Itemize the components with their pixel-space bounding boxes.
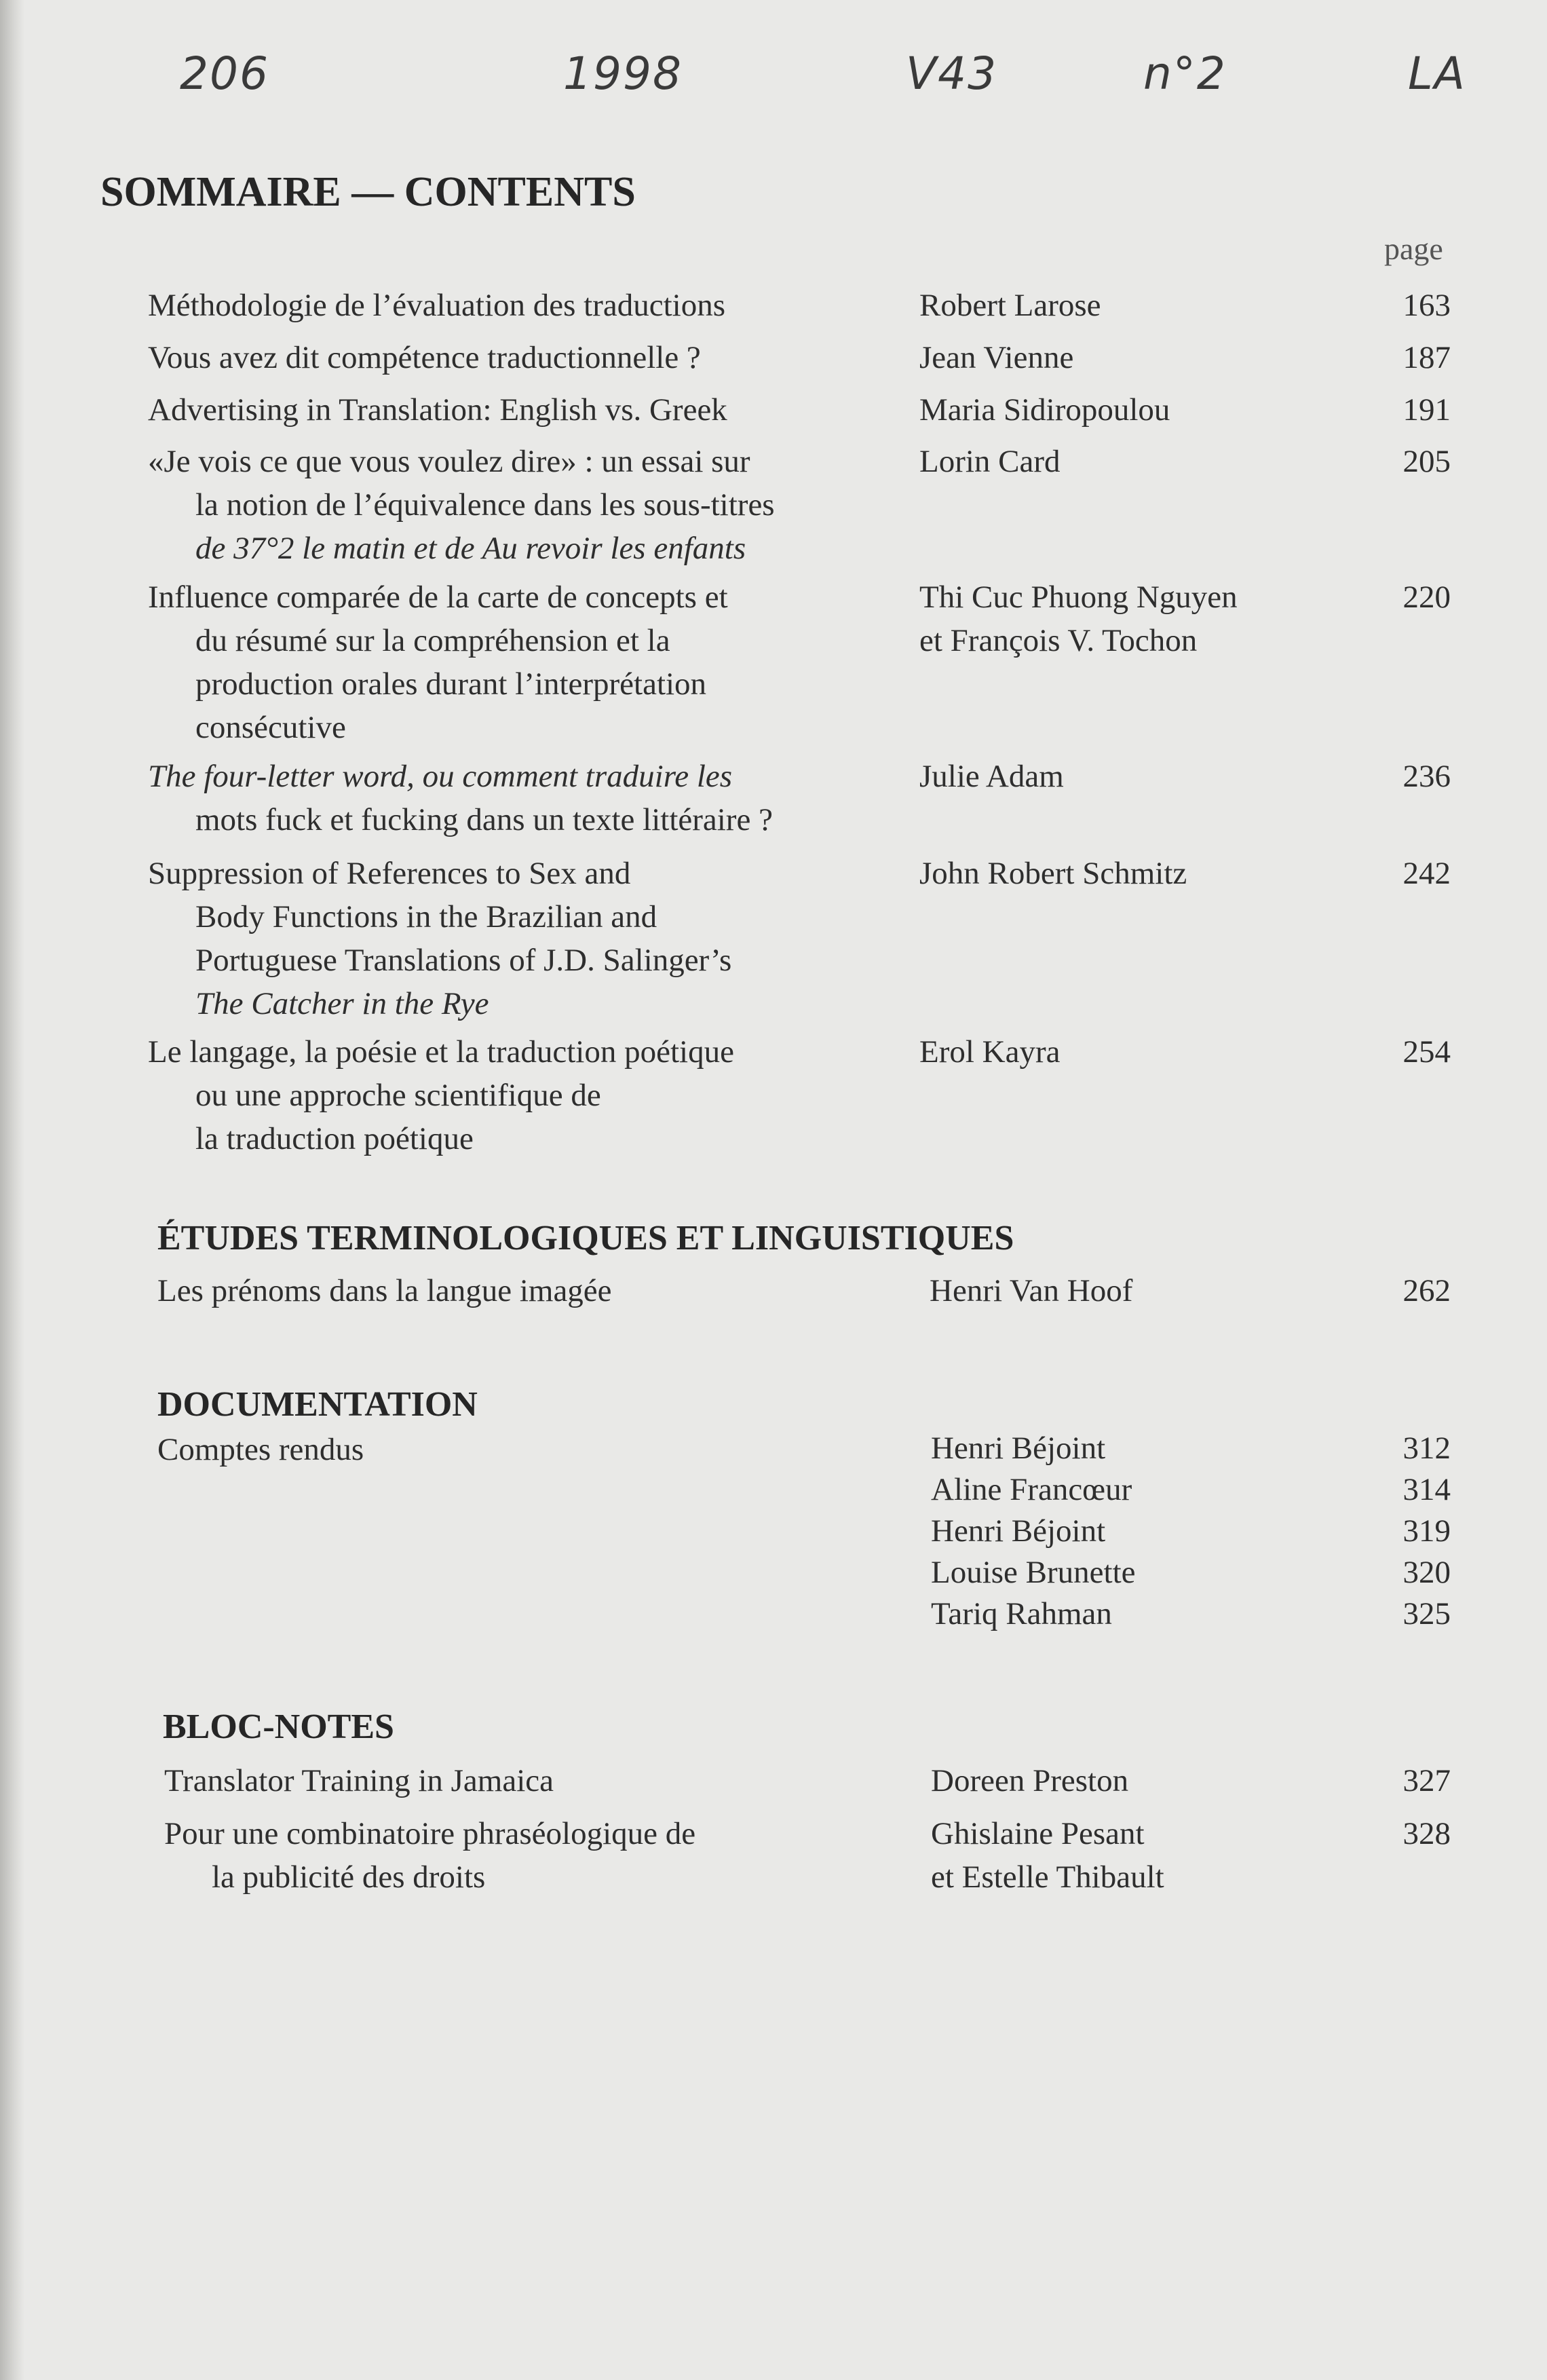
entry-title-line: The four-letter word, ou comment traduire les (148, 759, 733, 794)
entry-page-number: 187 (1402, 340, 1451, 375)
entry-author (931, 1812, 1311, 1899)
entry-title-line: The Catcher in the Rye (195, 986, 489, 1021)
entry-author (930, 1269, 1310, 1312)
entry-title (148, 755, 887, 842)
entry-title-line: Pour une combinatoire phraséologique de (164, 1816, 696, 1851)
entry-page-number: 220 (1402, 580, 1451, 615)
entry-author-line: Julie Adam (919, 759, 1064, 794)
entry-author (919, 755, 1299, 798)
entry-author (919, 1030, 1299, 1074)
entry-title (148, 440, 887, 570)
entry-page-number: 262 (1402, 1273, 1451, 1308)
entry-author-line: Robert Larose (919, 288, 1101, 323)
handwritten-year: 1998 (563, 48, 683, 100)
entry-title-line: Le langage, la poésie et la traduction poétique (148, 1034, 734, 1070)
page-binding-shadow (0, 0, 24, 2380)
handwritten-volume: V43 (906, 48, 998, 100)
entry-author-line: Lorin Card (919, 444, 1061, 479)
entry-author-line: Henri Béjoint (931, 1513, 1106, 1549)
entry-title-line: ou une approche scientifique de (195, 1078, 601, 1113)
entry-title-line: Vous avez dit compétence traductionnelle ? (148, 340, 701, 375)
section-heading-bloc-notes: BLOC-NOTES (163, 1707, 394, 1746)
entry-title-line: Influence comparée de la carte de concepts et (148, 580, 728, 615)
entry-title (164, 1759, 904, 1802)
entry-title (148, 1030, 887, 1160)
entry-title (148, 388, 887, 432)
entry-title-line: du résumé sur la compréhension et la (195, 623, 670, 658)
entry-title-line: Advertising in Translation: English vs. Greek (148, 392, 727, 428)
entry-author-line: Aline Francœur (931, 1472, 1132, 1507)
entry-title (148, 284, 887, 327)
entry-page-number: 163 (1402, 288, 1451, 323)
entry-title-line: Portuguese Translations of J.D. Salinger’s (195, 943, 732, 978)
entry-author (919, 284, 1299, 327)
entry-page-number: 327 (1402, 1763, 1451, 1798)
entry-title-line: Body Functions in the Brazilian and (195, 899, 657, 934)
entry-author-line: Henri Van Hoof (930, 1273, 1133, 1308)
handwritten-number: n°2 (1143, 48, 1227, 100)
entry-title (157, 1269, 897, 1312)
entry-author (919, 388, 1299, 432)
entry-title-line: mots fuck et fucking dans un texte littéraire ? (195, 802, 773, 837)
entry-title-line: Comptes rendus (157, 1432, 364, 1467)
entry-title (157, 1428, 897, 1471)
entry-author (919, 852, 1299, 895)
entry-title (164, 1812, 904, 1899)
entry-title-line: Méthodologie de l’évaluation des traductions (148, 288, 726, 323)
entry-title (148, 852, 887, 1025)
entry-author-line: Tariq Rahman (931, 1596, 1112, 1631)
entry-author-line: Thi Cuc Phuong Nguyen (919, 580, 1238, 615)
entry-title-line: «Je vois ce que vous voulez dire» : un essai sur (148, 444, 750, 479)
entry-page-number: 328 (1402, 1816, 1451, 1851)
entry-author-line: Jean Vienne (919, 340, 1074, 375)
entry-page-number: 236 (1402, 759, 1451, 794)
entry-author (919, 336, 1299, 379)
entry-page-number: 205 (1402, 444, 1451, 479)
entry-author-line: Maria Sidiropoulou (919, 392, 1170, 428)
page-column-label: page (1384, 231, 1443, 266)
entry-title-line: la traduction poétique (195, 1121, 474, 1156)
entry-title-line: la notion de l’équivalence dans les sous-titres (195, 487, 775, 523)
entry-title-line: la publicité des droits (212, 1859, 486, 1895)
entry-title (148, 336, 887, 379)
entry-author-line: Louise Brunette (931, 1555, 1136, 1590)
entry-author-line: et François V. Tochon (919, 623, 1198, 658)
entry-author-line: Doreen Preston (931, 1763, 1129, 1798)
entry-author-line: John Robert Schmitz (919, 856, 1187, 891)
entry-page-number: 191 (1402, 392, 1451, 428)
entry-title-line: Translator Training in Jamaica (164, 1763, 554, 1798)
entry-author (919, 440, 1299, 483)
entry-title-line: consécutive (195, 710, 346, 745)
entry-author (919, 575, 1299, 662)
handwritten-initials: LA (1408, 48, 1466, 100)
entry-author-line: Ghislaine Pesant (931, 1816, 1145, 1851)
section-heading-documentation: DOCUMENTATION (157, 1385, 478, 1424)
entry-page-number: 242 (1402, 856, 1451, 891)
entry-title (148, 575, 887, 749)
entry-author (931, 1428, 1311, 1635)
entry-page-number: 312 314 319 320 325 (1402, 1431, 1451, 1631)
page-title: SOMMAIRE — CONTENTS (100, 169, 636, 215)
handwritten-page-ref: 206 (180, 48, 269, 100)
section-heading-etudes: ÉTUDES TERMINOLOGIQUES ET LINGUISTIQUES (157, 1219, 1014, 1258)
entry-author (931, 1759, 1311, 1802)
entry-page-number: 254 (1402, 1034, 1451, 1070)
entry-title-line: de 37°2 le matin et de Au revoir les enfants (195, 531, 746, 566)
entry-title-line: Suppression of References to Sex and (148, 856, 631, 891)
entry-title-line: Les prénoms dans la langue imagée (157, 1273, 612, 1308)
entry-author-line: Erol Kayra (919, 1034, 1061, 1070)
entry-title-line: production orales durant l’interprétation (195, 666, 707, 702)
entry-author-line: Henri Béjoint (931, 1431, 1106, 1466)
entry-author-line: et Estelle Thibault (931, 1859, 1164, 1895)
